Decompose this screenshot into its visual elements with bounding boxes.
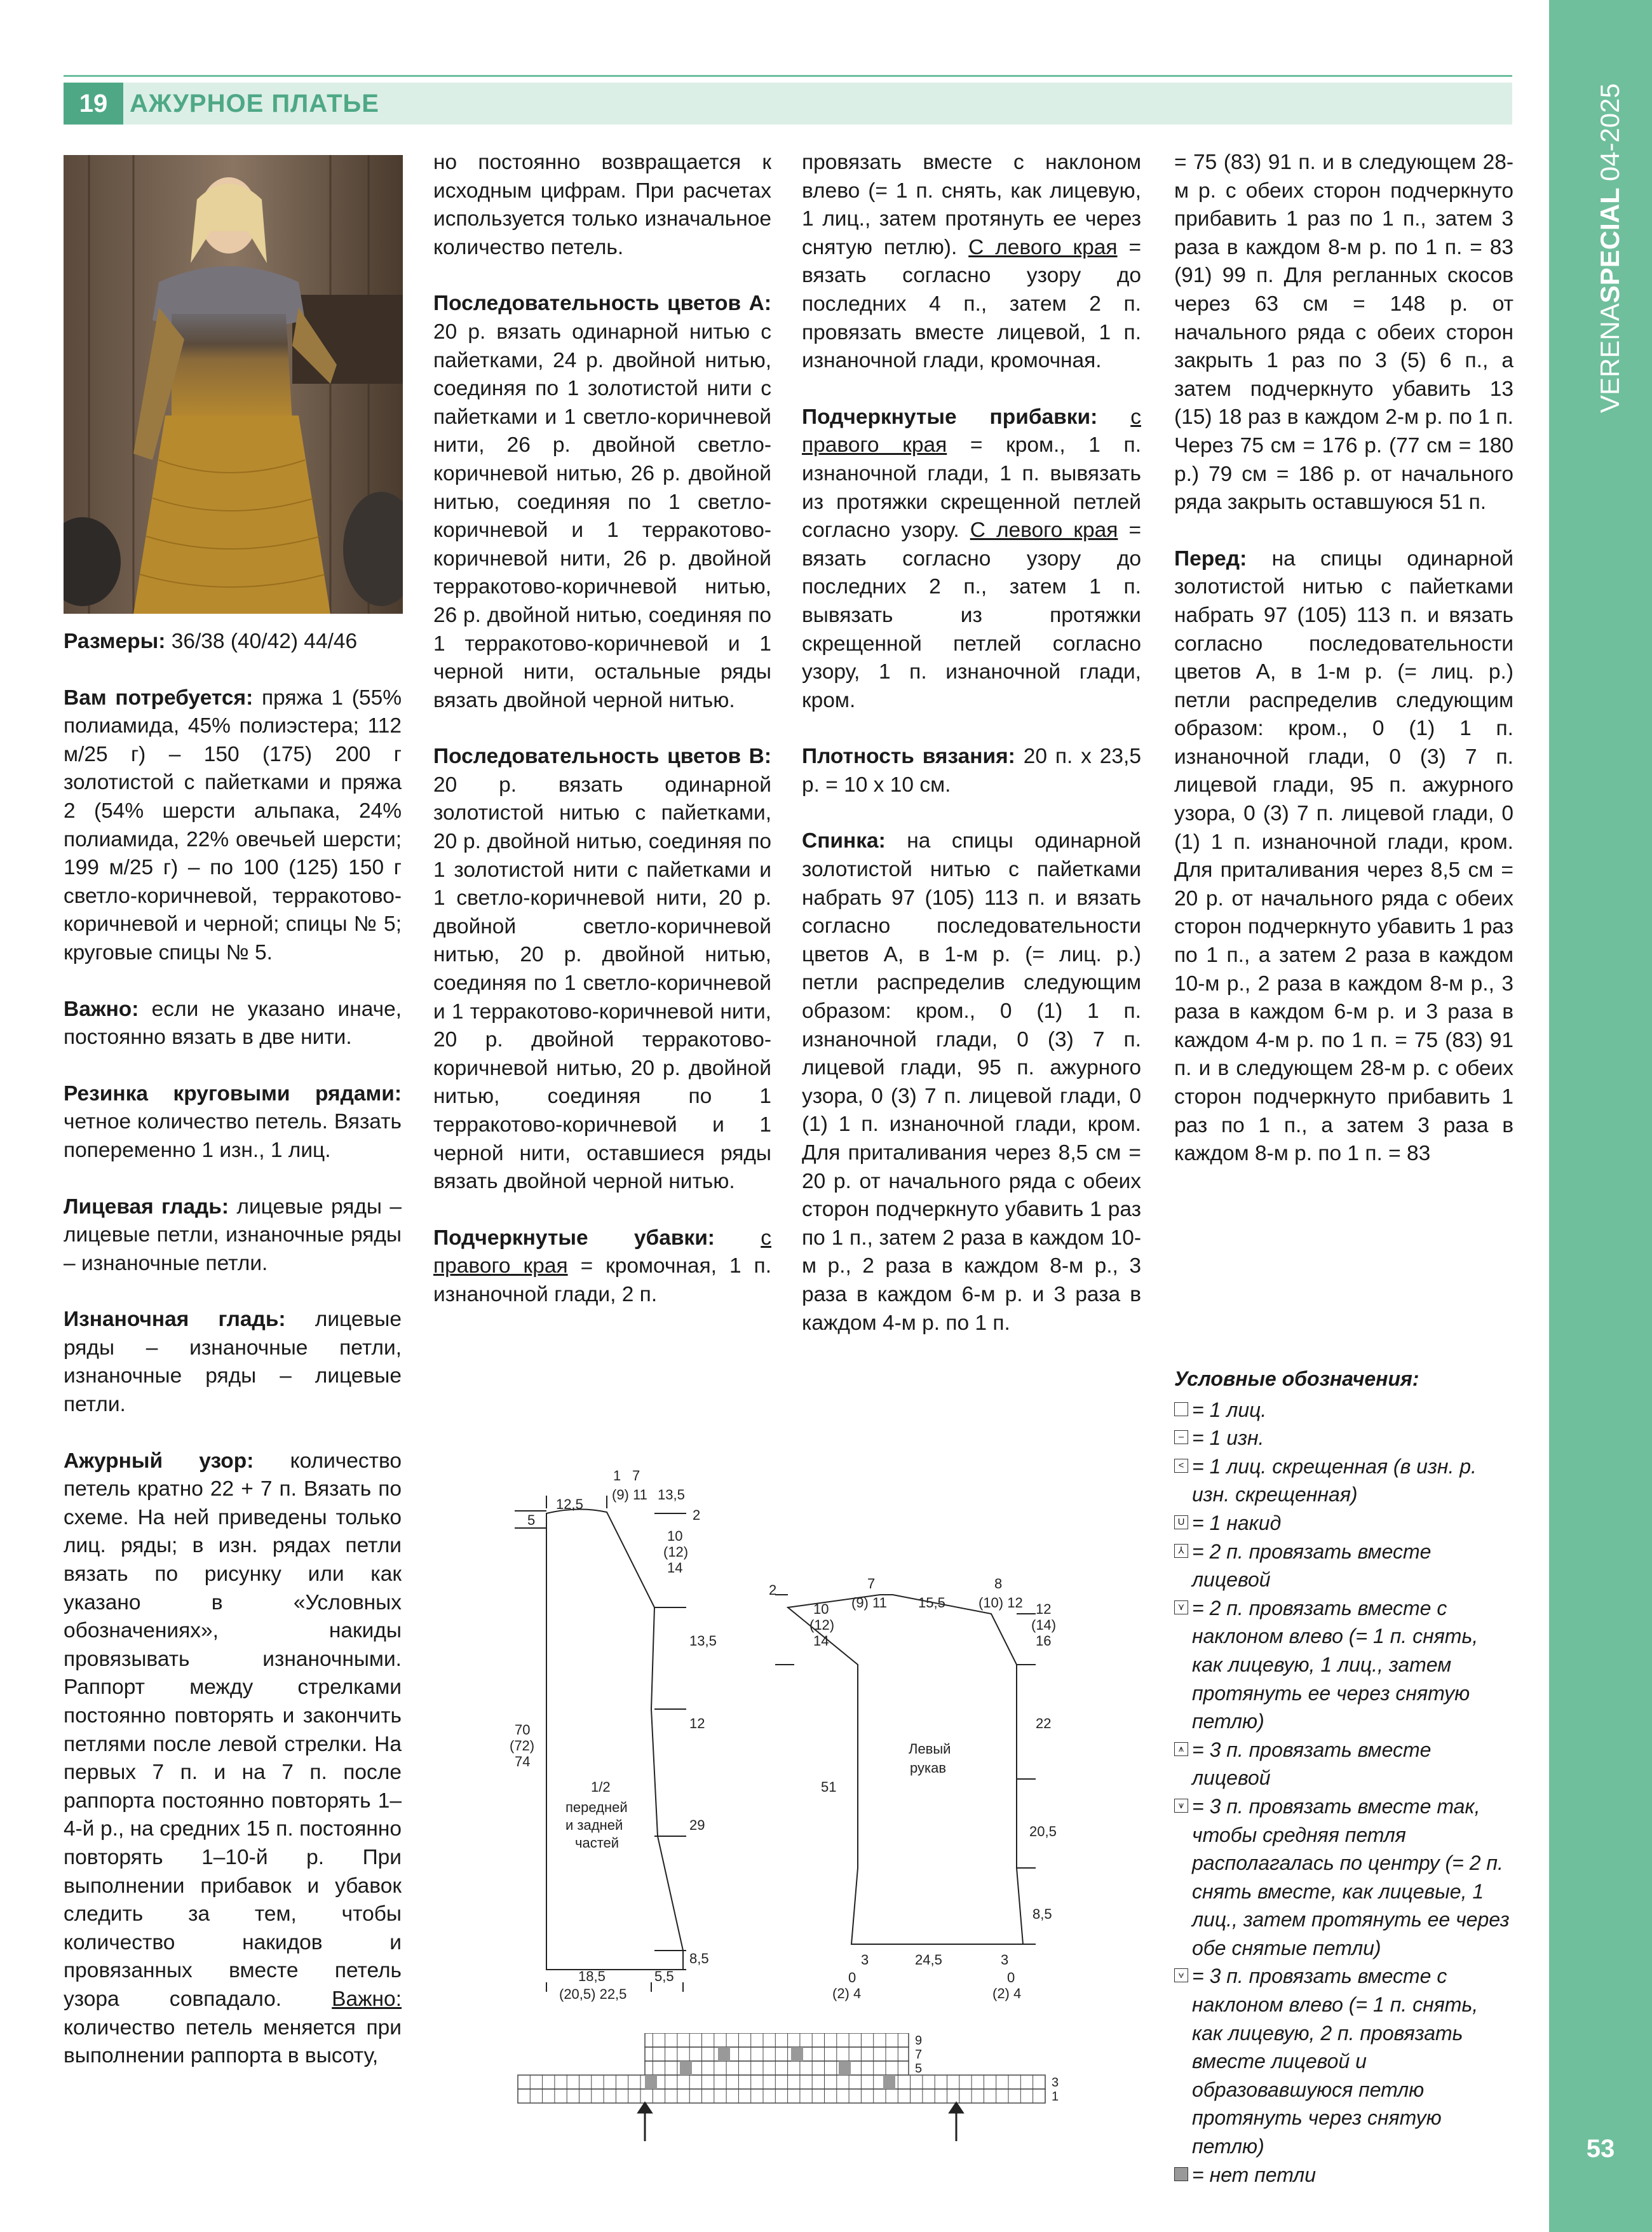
k2tog-symbol-icon: ⅄ — [1174, 1544, 1188, 1558]
intro-paragraph: но постоянно возвращается к исходным цифрам. При расчетах используется только изначальное количество петель. — [433, 151, 771, 259]
gauge-label: Плотность вязания: — [802, 745, 1015, 769]
decreases-left-label: С левого края — [968, 235, 1118, 259]
important-text: если не указано иначе, постоянно вязать в две нити. — [64, 997, 402, 1050]
legend-item: ⩚ = 3 п. провязать вместе лицевой — [1174, 1736, 1513, 1792]
sleeve-r3: 16 — [1036, 1633, 1052, 1649]
legend-item: = 1 лиц. — [1174, 1396, 1513, 1424]
sleeve-label-2: рукав — [910, 1760, 947, 1776]
important-label: Важно: — [64, 997, 139, 1021]
neck-b: (9) 11 — [612, 1487, 647, 1503]
body-label-1: 1/2 — [591, 1779, 611, 1795]
page-title: АЖУРНОЕ ПЛАТЬЕ — [130, 90, 379, 118]
decreases-right-label: с правого края — [433, 1226, 771, 1278]
legend-title: Условные обозначения: — [1174, 1367, 1419, 1390]
sleeve-r6: 8,5 — [1032, 1906, 1052, 1922]
body-h1: 70 — [515, 1722, 531, 1738]
sequence-a-label: Последовательность цветов А: — [433, 292, 771, 316]
text-column-1 — [64, 628, 402, 2099]
body-top-width: 12,5 — [556, 1496, 583, 1512]
text-column-3 — [802, 149, 1141, 1365]
lace-paragraph — [64, 1447, 402, 2071]
sleeve-bl: 3 — [861, 1952, 869, 1968]
repeat-arrow-right-icon — [639, 2103, 651, 2141]
sleeve-tr-b: (10) 12 — [978, 1595, 1023, 1611]
reverse-stockinette-paragraph — [64, 1306, 402, 1419]
shoulder-drop: 5 — [527, 1512, 536, 1528]
svg-text:VERENASPECIAL04-2025 — [1595, 83, 1625, 413]
sleeve-z3: 0 — [1007, 1970, 1015, 1985]
neck-c: 7 — [632, 1468, 640, 1484]
sleeve-tl-b: (9) 11 — [851, 1595, 887, 1611]
twisted-knit-symbol-icon: < — [1174, 1459, 1188, 1473]
reverse-stockinette-text: лицевые ряды – изнаночные петли, изнаночные ряды – лицевые петли. — [64, 1308, 402, 1417]
sleeve-bottom-w: 24,5 — [915, 1952, 942, 1968]
legend-item: ⩝ = 3 п. провязать вместе с наклоном влево (= 1 п. снять, как лицевую, 2 п. провязать вместе лицевой и образовавшуюся петлю протянуть через снятую петлю) — [1174, 1962, 1513, 2160]
sleeve-tr-a: 8 — [994, 1576, 1003, 1592]
body-label-2: передней — [565, 1799, 628, 1815]
sizes-value: 36/38 (40/42) 44/46 — [171, 630, 358, 653]
increases-left-label: С левого края — [970, 518, 1118, 543]
body-schematic — [515, 1496, 689, 1992]
sleeve-z1: 0 — [848, 1970, 856, 1985]
body-bottom-w2: (20,5) 22,5 — [559, 1986, 627, 2002]
sleeve-z2: (2) 4 — [832, 1985, 862, 2001]
sleeve-l1: 2 — [769, 1582, 777, 1598]
decreases-paragraph — [433, 1224, 771, 1309]
sleeve-tl-a: 7 — [867, 1576, 876, 1592]
important-paragraph — [64, 996, 402, 1052]
back-text: на спицы одинарной золотистой нитью с пайетками набрать 97 (105) 113 п. и вязать согласно последовательности цветов А, в 1-м р. (= лиц. р.) петли распределив следующим образом: кром., 0 (1) 1 п. изнаночной глади, 0 (3) 7 п. лицевой глади, 95 п. ажурного узора, 0 (3) 7 п. лицевой глади, 0 (1) 1 п. изнаночной глади, кром. Для приталивания через 8,5 см = 20 р. от начального ряда с обеих сторон подчеркнуто убавить 1 раз по 1 п., затем 2 раза в каждом 10-м р., 2 раза в каждом 8-м р., 3 раза в каждом 6-м р. и 3 раза в каждом 4-м р. по 1 п. — [802, 829, 1141, 1335]
repeat-arrow-left-icon — [950, 2103, 963, 2141]
legend-item: U = 1 накид — [1174, 1509, 1513, 1538]
back-label: Спинка: — [802, 829, 886, 853]
lace-tail-text: количество петель меняется при выполнении раппорта в высоту, — [64, 2015, 402, 2068]
lace-chart — [496, 2033, 1067, 2186]
decreases-text: = кромочная, 1 п. изнаночной глади, 2 п. — [433, 1254, 771, 1306]
decreases-left-text: = вязать согласно узору до последних 4 п., затем 2 п. провязать вместе лицевой, 1 п. изнаночной глади, кромочная. — [802, 235, 1142, 373]
chart-grid — [518, 2033, 1045, 2103]
front-label: Перед: — [1174, 546, 1247, 571]
lace-label: Ажурный узор: — [64, 1449, 254, 1473]
reverse-stockinette-label: Изнаночная гладь: — [64, 1308, 286, 1332]
page-number: 53 — [1586, 2135, 1615, 2163]
decreases-cont-paragraph — [802, 149, 1141, 375]
purl-symbol-icon: – — [1174, 1430, 1188, 1444]
sleeve-r4: 22 — [1036, 1715, 1052, 1731]
increases-right-label: с правого края — [802, 405, 1141, 457]
chart-row-9: 9 — [915, 2034, 923, 2048]
sleeve-r5: 20,5 — [1029, 1823, 1057, 1839]
no-stitch-symbol-icon — [1174, 2167, 1188, 2181]
legend-item: ⩛ = 3 п. провязать вместе так, чтобы средняя петля располагалась по центру (= 2 п. снять вместе, как лицевые, 1 лиц., затем протянуть ее через обе снятые петли) — [1174, 1792, 1513, 1963]
back-cont-paragraph: = 75 (83) 91 п. и в следующем 28-м р. с обеих сторон подчеркнуто прибавить 1 раз по 1 п., затем 3 раза в каждом 8-м р. по 1 п. = 83 (91) 99 п. Для регланных скосов через 63 см = 148 р. от начального ряда с обеих сторон закрыть 1 раз по 3 (5) 6 п., а затем подчеркнуто убавить 13 (15) 18 раз в каждом 2-м р. по 1 п. Через 75 см = 176 р. (77 см = 180 р.) 79 см = 186 р. от начального ряда закрыть оставшуюся 51 п. — [1174, 151, 1513, 515]
increases-right-text: = кром., 1 п. изнаночной глади, 1 п. вывязать из протяжки скрещенной петлей согласно узору. — [802, 433, 1142, 543]
materials-paragraph — [64, 684, 402, 968]
back-paragraph — [802, 827, 1141, 1337]
gauge-paragraph — [802, 743, 1141, 799]
knit-symbol-icon — [1174, 1402, 1188, 1416]
brand-name: VERENA — [1595, 303, 1625, 413]
sizes-label: Размеры: — [64, 630, 166, 653]
body-r6: 12 — [689, 1715, 705, 1731]
stockinette-text: лицевые ряды – лицевые петли, изнаночные ряды – изнаночные петли. — [64, 1194, 402, 1275]
sleeve-top: 15,5 — [918, 1595, 945, 1611]
chart-row-1: 1 — [1052, 2090, 1059, 2104]
sleeve-r1: 12 — [1036, 1601, 1052, 1617]
top-rule — [64, 75, 1512, 77]
body-bottom-w3: 5,5 — [654, 1968, 674, 1984]
sleeve-length: 51 — [821, 1779, 837, 1795]
sequence-a-paragraph — [433, 290, 771, 715]
sleeve-br: 3 — [1001, 1952, 1009, 1968]
materials-label: Вам потребуется: — [64, 686, 254, 710]
model-photo — [64, 155, 403, 614]
sleeve-l2: 10 — [813, 1601, 829, 1617]
legend-item: ⅄ = 2 п. провязать вместе лицевой — [1174, 1538, 1513, 1594]
body-r5: 13,5 — [689, 1633, 717, 1649]
centered-double-decrease-symbol-icon: ⩛ — [1174, 1799, 1188, 1813]
legend-item: < = 1 лиц. скрещенная (в изн. р. изн. скрещенная) — [1174, 1452, 1513, 1509]
text-column-4 — [1174, 149, 1513, 1196]
sequence-b-text: 20 р. вязать одинарной золотистой нитью с пайетками, 20 р. двойной нитью, соединяя по 1 золотистой нити с пайетками и 1 светло-коричневой нити, 20 р. двойной светло-коричневой нитью, 20 р. двойной нитью, соединяя по 1 светло-коричневой и 1 терракотово-коричневой нити, 20 р. двойной терракотово-коричневой нитью, 20 р. двойной нитью, соединяя по 1 терракотово-коричневой и 1 черной нити, оставшиеся ряды вязать двойной черной нитью. — [433, 773, 771, 1194]
front-text: на спицы одинарной золотистой нитью с пайетками набрать 97 (105) 113 п. и вязать согласно последовательности цветов А, в 1-м р. (= лиц. р.) петли распределив следующим образом: кром., 0 (1) 1 п. изнаночной глади, 0 (3) 7 п. лицевой глади, 95 п. ажурного узора, 0 (3) 7 п. лицевой глади, 0 (1) 1 п. изнаночной глади, кром. Для приталивания через 8,5 см = 20 р. от начального ряда с обеих сторон подчеркнуто убавить 1 раз по 1 п., а затем 2 раза в каждом 10-м р., 2 раза в каждом 8-м р., 3 раза в каждом 6-м р. и 3 раза в каждом 4-м р. по 1 п. = 75 (83) 91 п. и в следующем 28-м р. с обеих сторон подчеркнуто прибавить 1 раз по 1 п., а затем 3 раза в каждом 8-м р. по 1 п. = 83 — [1174, 546, 1513, 1166]
garment-schematic — [496, 1461, 1067, 2020]
title-bar — [64, 83, 1512, 125]
front-paragraph — [1174, 545, 1513, 1168]
body-r4: 14 — [667, 1560, 683, 1576]
increases-paragraph — [802, 403, 1141, 715]
sk2p-symbol-icon: ⩝ — [1174, 1968, 1188, 1982]
rib-paragraph — [64, 1080, 402, 1165]
sizes-paragraph — [64, 628, 402, 656]
chart-row-3: 3 — [1052, 2076, 1059, 2090]
sleeve-r2: (14) — [1031, 1617, 1057, 1633]
body-label-3: и задней — [565, 1817, 623, 1833]
sequence-b-paragraph — [433, 743, 771, 1196]
text-column-2 — [433, 149, 771, 1337]
decreases-label: Подчеркнутые убавки: — [433, 1226, 715, 1250]
body-bottom-w1: 18,5 — [578, 1968, 606, 1984]
brand-special: SPECIAL — [1595, 187, 1625, 304]
chart-row-7: 7 — [915, 2048, 923, 2062]
body-label-4: частей — [575, 1835, 620, 1851]
rib-label: Резинка круговыми рядами: — [64, 1081, 402, 1106]
legend-item: ⋎ = 2 п. провязать вместе с наклоном влево (= 1 п. снять, как лицевую, 1 лиц., затем протянуть ее через снятую петлю) — [1174, 1594, 1513, 1736]
sleeve-l4: 14 — [813, 1633, 829, 1649]
gauge-text: 20 п. х 23,5 р. = 10 х 10 см. — [802, 745, 1141, 797]
body-r1: 2 — [693, 1507, 701, 1523]
ssk-symbol-icon: ⋎ — [1174, 1600, 1188, 1614]
body-r8: 8,5 — [689, 1951, 709, 1966]
stockinette-label: Лицевая гладь: — [64, 1194, 229, 1219]
issue-number: 04-2025 — [1595, 83, 1625, 182]
stockinette-paragraph — [64, 1193, 402, 1278]
pattern-number: 19 — [64, 83, 123, 125]
body-r2: 10 — [667, 1528, 683, 1544]
lace-text: количество петель кратно 22 + 7 п. Вязать по схеме. На ней приведены только лиц. ряды; в изн. рядах петли вязать по рисунку или как указано в «Условных обозначениях», накиды провязывать изнаночными. Раппорт между стрелками постоянно повторять и закончить петлями после левой стрелки. На первых 7 п. и на 7 п. после раппорта постоянно повторять 1–4-й р., на средних 15 п. постоянно повторять 1–10-й р. При выполнении прибавок и убавок следить за тем, чтобы количество накидов и провязанных вместе петель узора совпадало. — [64, 1449, 402, 2011]
sleeve-l3: (12) — [809, 1617, 835, 1633]
body-h2: (72) — [510, 1738, 535, 1754]
sequence-a-text: 20 р. вязать одинарной нитью с пайетками, 24 р. двойной нитью, соединяя по 1 золотистой нити с пайетками и 1 светло-коричневой нити, 26 р. двойной светло-коричневой нитью, 26 р. двойной нитью, соединяя по 1 светло-коричневой и 1 терракотово-коричневой нити, 26 р. двойной терракотово-коричневой нитью, 26 р. двойной нитью, соединяя по 1 терракотово-коричневой и 1 черной нити, остальные ряды вязать двойной черной нитью. — [433, 320, 771, 712]
sequence-b-label: Последовательность цветов В: — [433, 745, 771, 769]
legend-item: = нет петли — [1174, 2161, 1513, 2189]
chart-row-5: 5 — [915, 2062, 923, 2076]
increases-left-text: = вязать согласно узору до последних 2 п., затем 1 п. вывязать из протяжки скрещенной петлей согласно узору, 1 п. изнаночной глади, кром. — [802, 518, 1142, 712]
body-r7: 29 — [689, 1817, 705, 1833]
magazine-brand — [1549, 64, 1652, 419]
neck-d: 13,5 — [658, 1487, 685, 1503]
k3tog-symbol-icon: ⩚ — [1174, 1742, 1188, 1756]
neck-a: 1 — [613, 1468, 621, 1484]
lace-important-label: Важно: — [332, 1987, 402, 2011]
body-r3: (12) — [663, 1544, 689, 1560]
legend-item: – = 1 изн. — [1174, 1424, 1513, 1452]
decreases-cont-text: провязать вместе с наклоном влево (= 1 п. снять, как лицевую, 1 лиц., затем протянуть ее через снятую петлю). — [802, 151, 1141, 259]
body-h3: 74 — [515, 1754, 531, 1769]
materials-text: пряжа 1 (55% полиамида, 45% полиэстера; 112 м/25 г) – 150 (175) 200 г золотистой с пайетками и пряжа 2 (54% шерсти альпака, 24% полиамида, 22% овечьей шерсти; 199 м/25 г) – по 100 (125) 150 г светло-коричневой, терракотово-коричневой и черной; спицы № 5; круговые спицы № 5. — [64, 686, 402, 964]
rib-text: четное количество петель. Вязать попеременно 1 изн., 1 лиц. — [64, 1110, 402, 1162]
yarn-over-symbol-icon: U — [1174, 1515, 1188, 1529]
increases-label: Подчеркнутые прибавки: — [802, 405, 1098, 429]
sleeve-z4: (2) 4 — [992, 1985, 1022, 2001]
symbol-legend — [1174, 1365, 1513, 2189]
sleeve-label-1: Левый — [909, 1741, 951, 1757]
